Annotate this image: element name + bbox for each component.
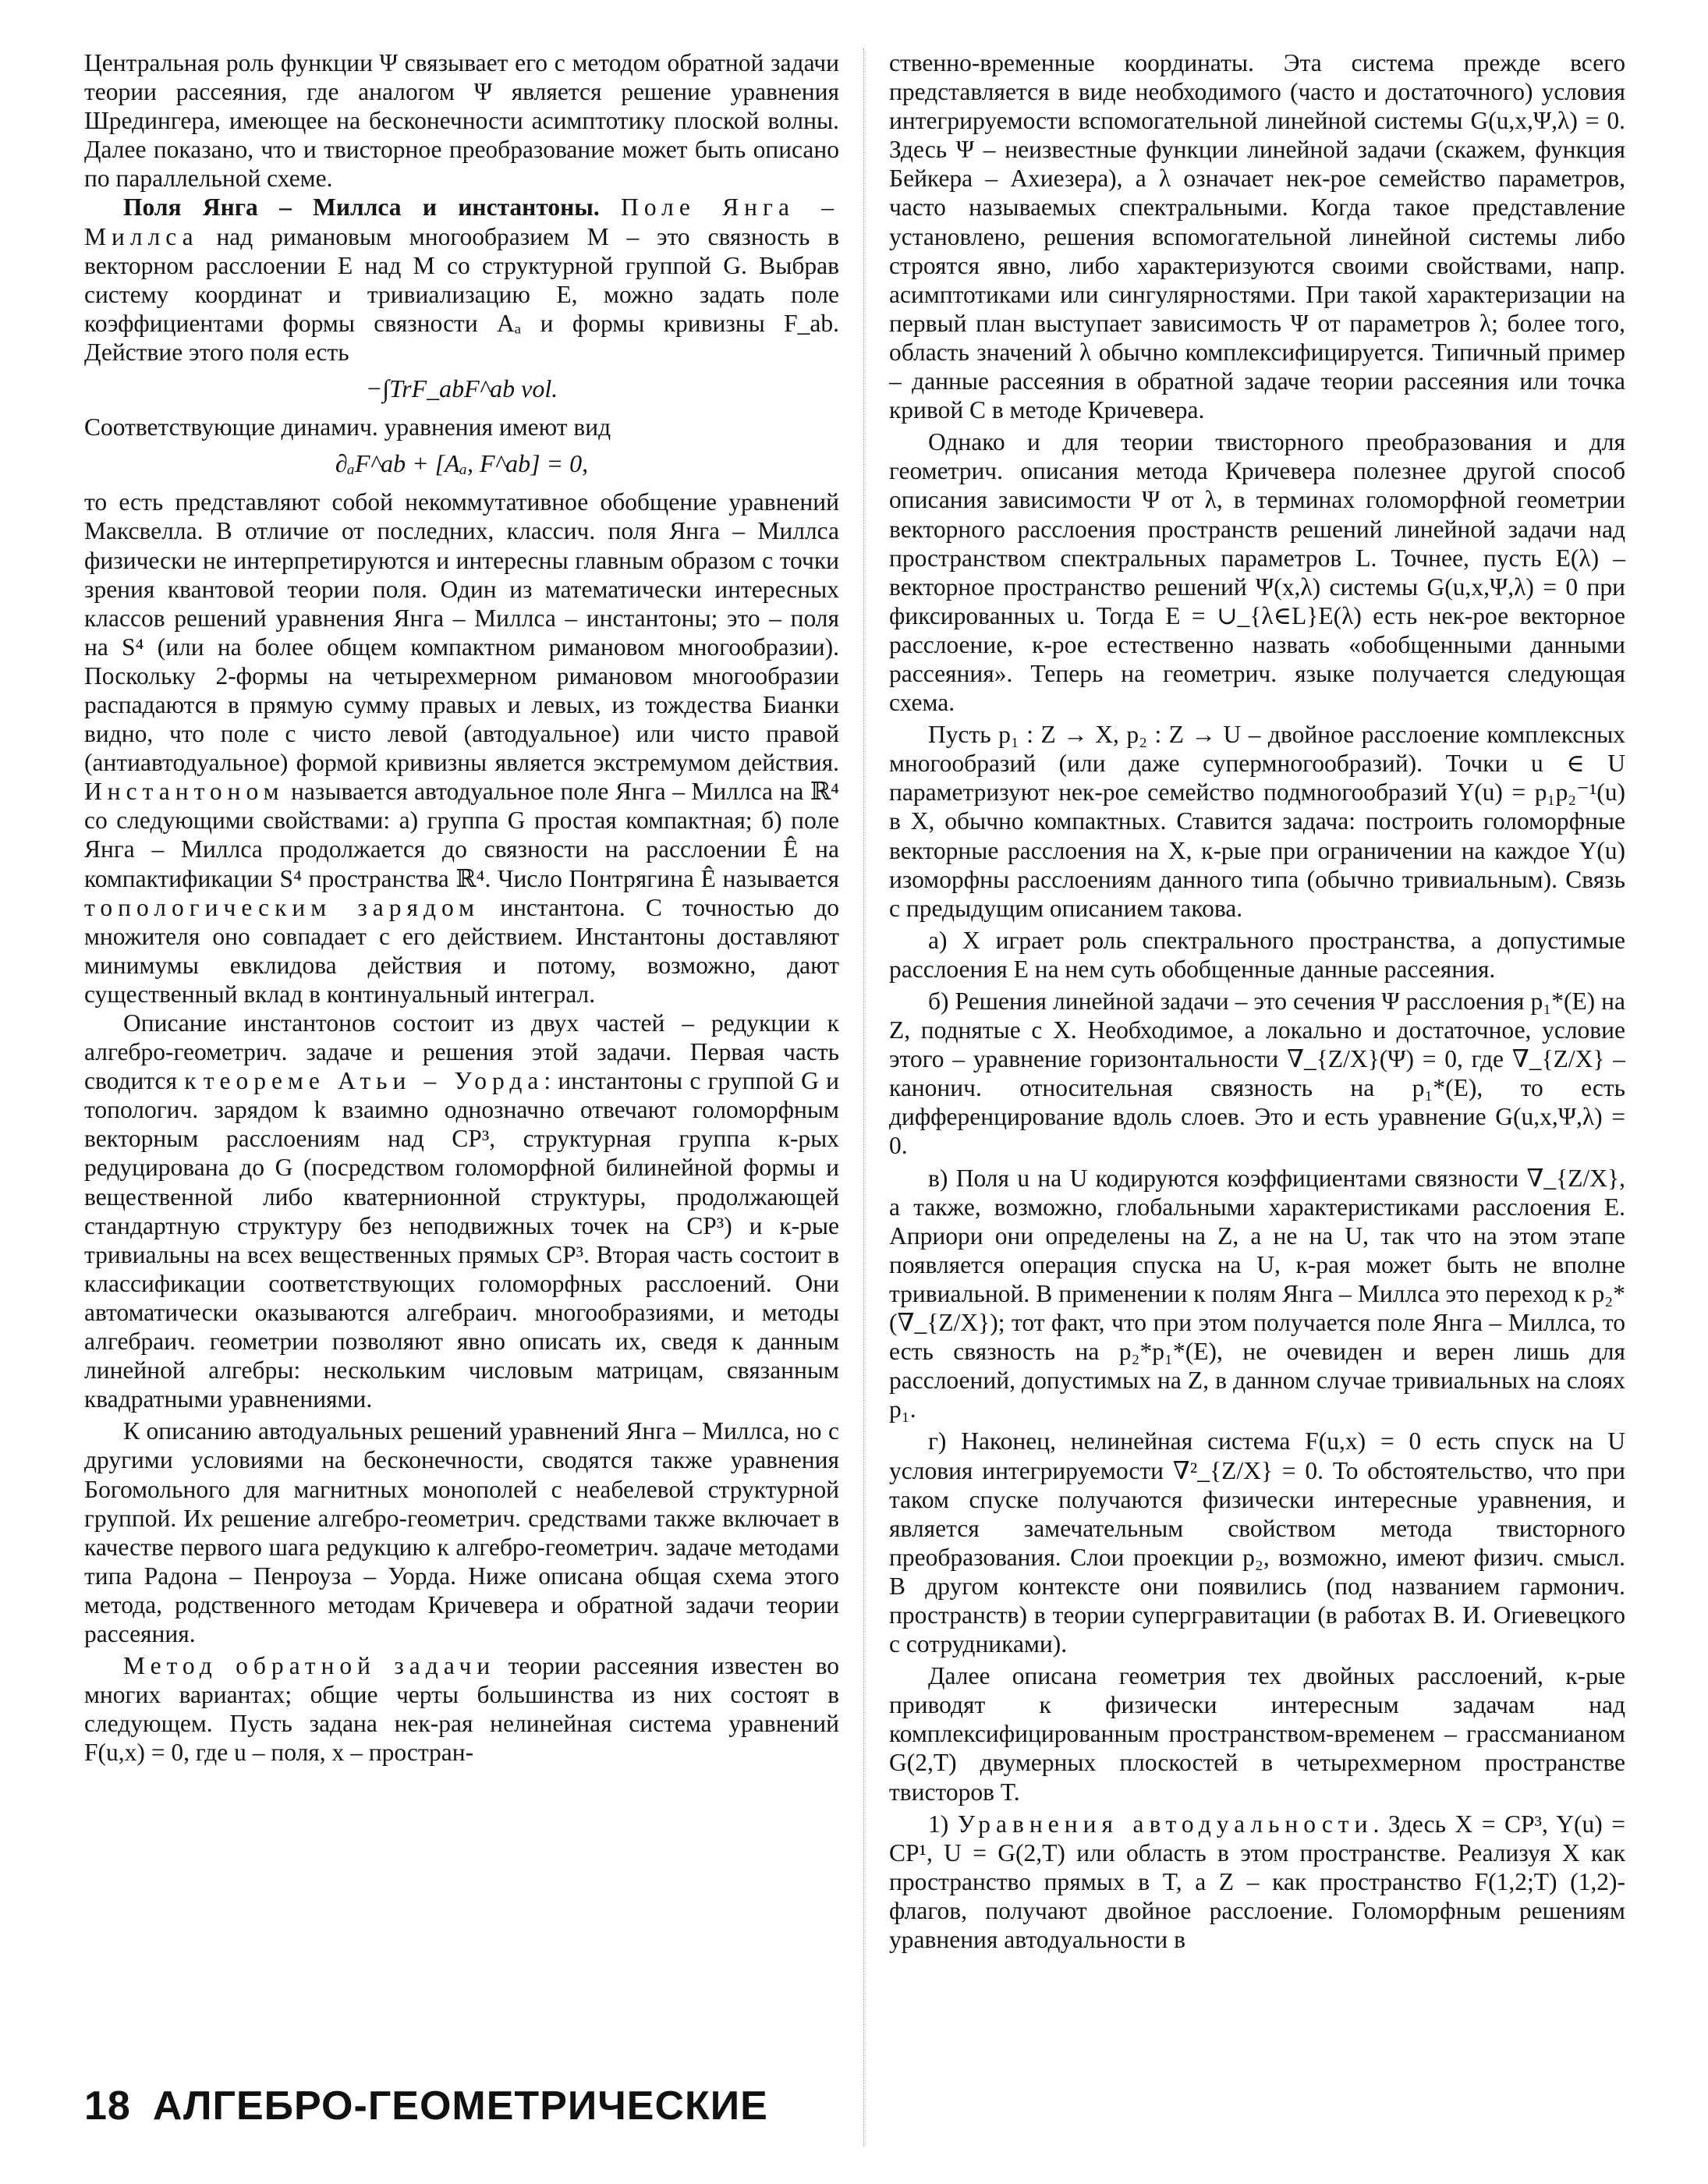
paragraph: Центральная роль функции Ψ связывает его с методом обратной задачи теории рассеяния, где аналогом Ψ является решение уравнения Шредингера, имеющее на бесконечности асимптотику плоской волны. Далее показано, что и твисторное преобразование может быть описано по параллельной схеме. <box>84 49 839 193</box>
right-column <box>889 48 1625 1954</box>
section-heading: Поля Янга – Миллса и инстантоны. <box>123 193 600 222</box>
paragraph-text: : инстантоны с группой G и топологич. зарядом k взаимно однозначно отвечают голоморфным векторным расслоениям над CP³, структурная группа к-рых редуцирована до G (посредством голоморфной билинейной формы и вещественной либо кватернионной структуры, продолжающей стандартную структуру без неподвижных точек на CP³) и к-рые тривиальны на всех вещественных прямых CP³. Вторая часть состоит в классификации соответствующих голоморфных расслоений. Они автоматически оказываются алгебраич. многообразиями, и методы алгебраич. геометрии позволяют явно описать их, сведя к данным линейной алгебры: нескольким числовым матрицам, связанным квадратными уравнениями. <box>84 1067 840 1413</box>
paragraph <box>84 1651 839 1767</box>
page-number: 18 <box>84 2083 131 2129</box>
term-definition: Инстантоном <box>84 778 285 806</box>
paragraph-text: называется автодуальное поле Янга – Миллса на ℝ⁴ со следующими свойствами: а) группа G простая компактная; б) поле Янга – Миллса продолжается до связности на расслоении Ê на компактификации S⁴ пространства ℝ⁴. Число Понтрягина Ê называется <box>84 778 839 892</box>
paragraph <box>889 1810 1625 1954</box>
paragraph-text: Описание инстантонов состоит из двух частей – редукции к алгебро-геометрич. задаче и решения этой задачи. Первая часть сводится к <box>84 1009 839 1095</box>
column-divider <box>863 48 864 2147</box>
paragraph <box>84 193 839 367</box>
paragraph: Далее описана геометрия тех двойных расслоений, к-рые приводят к физически интересным задачам над комплексифицированным пространством-временем – грассманианом G(2,T) двумерных плоскостей в четырехмерном пространстве твисторов T. <box>889 1662 1625 1806</box>
paragraph-text: инстантона. С точностью до множителя оно совпадает с его действием. Инстантоны доставляют минимумы евклидова действия и потому, возможно, дают существенный вклад в континуальный интеграл. <box>84 893 839 1008</box>
paragraph: в) Поля u на U кодируются коэффициентами связности ∇_{Z/X}, а также, возможно, глобальными характеристиками расслоения E. Априори они определены на Z, а не на U, так что на этом этапе появляется операция спуска на U, к-рая может быть не вполне тривиальной. В применении к полям Янга – Миллса это переход к p₂*(∇_{Z/X}); тот факт, что при этом получается поле Янга – Миллса, то есть связность на p₂*p₁*(E), не очевиден и верен лишь для расслоений, допустимых на Z, в данном случае тривиальных на слоях p₁. <box>889 1164 1625 1424</box>
paragraph: г) Наконец, нелинейная система F(u,x) = 0 есть спуск на U условия интегрируемости ∇²_{Z/X} = 0. То обстоятельство, что при таком спуске получаются физически интересные уравнения, и является замечательным свойством метода твисторного преобразования. Слои проекции p₂, возможно, имеют физич. смысл. В другом контексте они появились (под названием гармонич. пространств) в теории супергравитации (в работах В. И. Огиевецкого с сотрудниками). <box>889 1427 1625 1658</box>
formula-equations: ∂ₐF^ab + [Aₐ, F^ab] = 0, <box>335 449 589 478</box>
running-title: АЛГЕБРО-ГЕОМЕТРИЧЕСКИЕ <box>152 2083 768 2129</box>
formula-action: −∫TrF_abF^ab vol. <box>365 374 558 403</box>
paragraph: а) X играет роль спектрального пространства, а допустимые расслоения E на нем суть обобщенные данные рассеяния. <box>889 926 1625 983</box>
running-footer <box>84 2083 768 2129</box>
paragraph: Однако и для теории твисторного преобразования и для геометрич. описания метода Кричевера полезнее другой способ описания зависимости Ψ от λ, в терминах голоморфной геометрии векторного расслоения пространств решений линейной задачи над пространством спектральных параметров L. Точнее, пусть E(λ) – векторное пространство решений Ψ(x,λ) системы G(u,x,Ψ,λ) = 0 при фиксированных u. Тогда E = ∪_{λ∈L}E(λ) есть нек-рое векторное расслоение, к-рое естественно назвать «обобщенными данными рассеяния». Теперь на геометрич. языке получается следующая схема. <box>889 428 1625 717</box>
term-definition: Поле Янга – Миллса <box>84 193 839 250</box>
paragraph-text: над римановым многообразием M – это связность в векторном расслоении E над M со структурной группой G. Выбрав систему координат и тривиализацию E, можно задать поле коэффициентами формы связности Aₐ и формы кривизны F_ab. Действие этого поля есть <box>84 222 839 366</box>
term-definition: Метод обратной задачи <box>123 1652 496 1680</box>
paragraph <box>84 488 839 1009</box>
term-definition: теореме Атьи – Уорда <box>203 1067 544 1095</box>
paragraph <box>84 1009 839 1413</box>
paragraph: ственно-временные координаты. Эта система прежде всего представляется в виде необходимого (часто и достаточного) условия интегрируемости вспомогательной линейной системы G(u,x,Ψ,λ) = 0. Здесь Ψ – неизвестные функции линейной задачи (скажем, функция Бейкера – Ахиезера), а λ означает нек-рое семейство параметров, часто называемых спектральными. Когда такое представление установлено, решения вспомогательной линейной системы либо строятся явно, либо характеризуются своими свойствами, напр. асимптотиками или сингулярностями. При такой характеризации на первый план выступает зависимость Ψ от параметров λ; более того, область значений λ обычно комплексифицируется. Типичный пример – данные рассеяния в обратной задаче теории рассеяния или точка кривой C в методе Кричевера. <box>889 49 1625 424</box>
left-column <box>84 48 839 1767</box>
paragraph: Соответствующие динамич. уравнения имеют вид <box>84 413 611 441</box>
term-definition: Уравнения автодуальности <box>957 1810 1373 1838</box>
paragraph-text: . Здесь X = CP³, Y(u) = CP¹, U = G(2,T) или область в этом пространстве. Реализуя X как пространство прямых в T, а Z – как пространство F(1,2;T) (1,2)-флагов, получают двойное расслоение. Голоморфным решениям уравнения автодуальности в <box>889 1810 1625 1953</box>
list-number: 1) <box>928 1810 958 1838</box>
term-definition: топологическим зарядом <box>84 893 480 921</box>
paragraph: б) Решения линейной задачи – это сечения Ψ расслоения p₁*(E) на Z, поднятые с X. Необходимое, а локально и достаточное, условие этого – уравнение горизонтальности ∇_{Z/X}(Ψ) = 0, где ∇_{Z/X} – канонич. относительная связность на p₁*(E), то есть дифференцирование вдоль слоев. Это и есть уравнение G(u,x,Ψ,λ) = 0. <box>889 987 1625 1160</box>
paragraph: Пусть p₁ : Z → X, p₂ : Z → U – двойное расслоение комплексных многообразий (или даже супермногообразий). Точки u ∈ U параметризуют нек-рое семейство подмногообразий Y(u) = p₁p₂⁻¹(u) в X, обычно компактных. Ставится задача: построить голоморфные векторные расслоения на X, к-рые при ограничении на каждое Y(u) изоморфны расслоениям данного типа (обычно тривиальным). Связь с предыдущим описанием такова. <box>889 721 1625 922</box>
paragraph-text: то есть представляют собой некоммутативное обобщение уравнений Максвелла. В отличие от последних, классич. поля Янга – Миллса физически не интерпретируются и интересны главным образом с точки зрения квантовой теории поля. Один из математически интересных классов решений уравнения Янга – Миллса – инстантоны; это – поля на S⁴ (или на более общем компактном римановом многообразии). Поскольку 2-формы на четырехмерном римановом многообразии распадаются в прямую сумму правых и левых, из тождества Бианки видно, что поле с чисто левой (автодуальное) или чисто правой (антиавтодуальное) формой кривизны является экстремумом действия. <box>84 488 839 777</box>
paragraph: К описанию автодуальных решений уравнений Янга – Миллса, но с другими условиями на бесконечности, сводятся также уравнения Богомольного для магнитных монополей с неабелевой структурной группой. Их решение алгебро-геометрич. средствами также включает в качестве первого шага редукцию к алгебро-геометрич. задаче методами типа Радона – Пенроуза – Уорда. Ниже описана общая схема этого метода, родственного методам Кричевера и обратной задачи теории рассеяния. <box>84 1417 839 1647</box>
paragraph-text: теории рассеяния известен во многих вариантах; общие черты большинства из них состоят в следующем. Пусть задана нек-рая нелинейная система уравнений F(u,x) = 0, где u – поля, x – простран- <box>84 1652 840 1767</box>
